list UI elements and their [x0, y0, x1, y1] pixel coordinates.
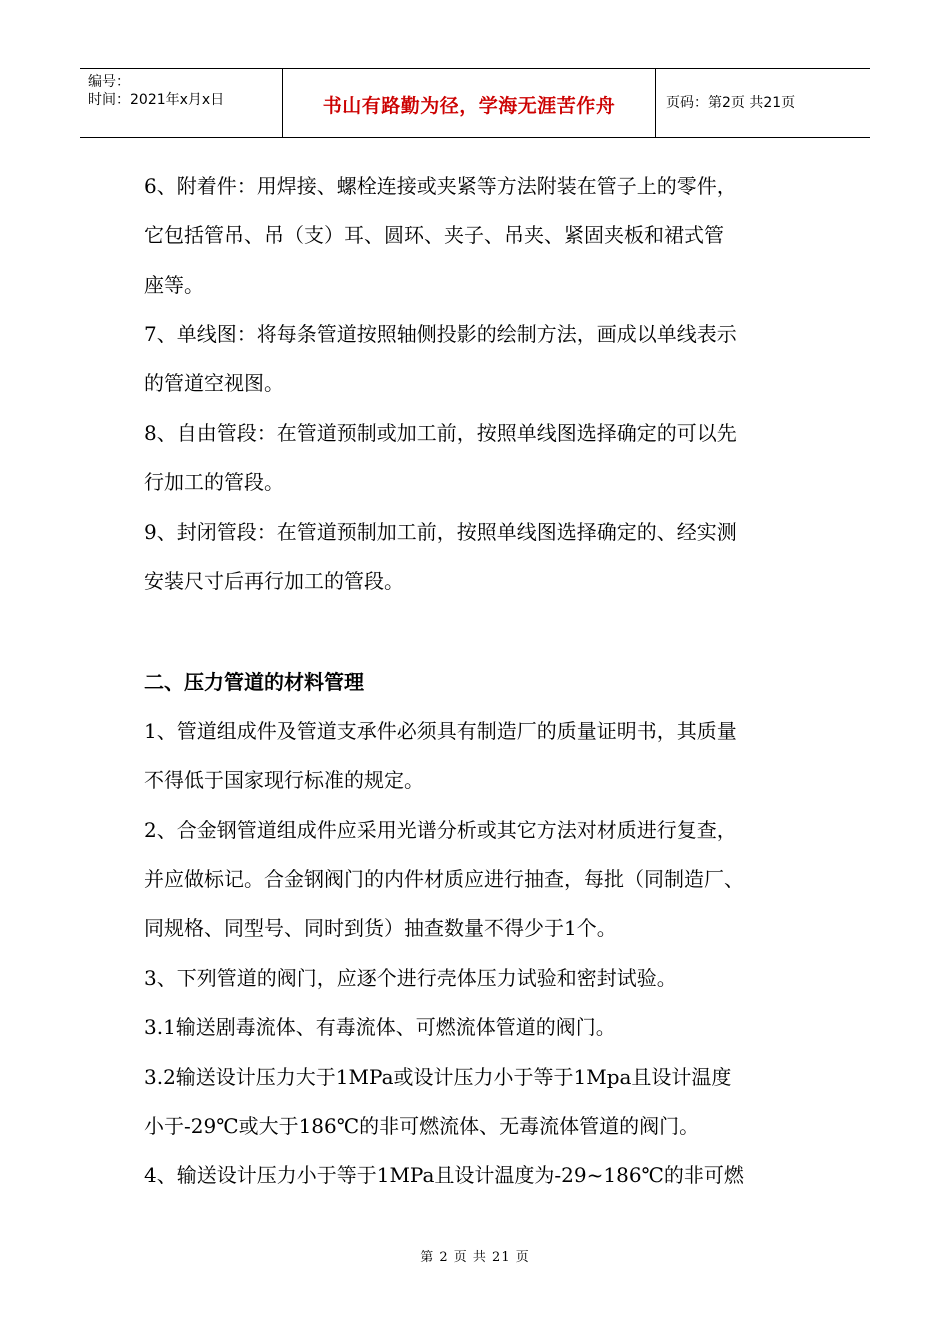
body-line: 3.1输送剧毒流体、有毒流体、可燃流体管道的阀门。 [144, 1015, 616, 1039]
document-header [80, 68, 870, 138]
body-line: 3.2输送设计压力大于1MPa或设计压力小于等于1Mpa且设计温度 [144, 1065, 732, 1089]
body-line: 不得低于国家现行标准的规定。 [144, 768, 424, 792]
body-line: 它包括管吊、吊（支）耳、圆环、夹子、吊夹、紧固夹板和裙式管 [144, 223, 724, 247]
motto-text: 书山有路勤为径，学海无涯苦作舟 [322, 95, 616, 117]
body-line: 安装尺寸后再行加工的管段。 [144, 569, 404, 593]
body-line: 小于-29℃或大于186℃的非可燃流体、无毒流体管道的阀门。 [144, 1114, 700, 1138]
body-line: 并应做标记。合金钢阀门的内件材质应进行抽查，每批（同制造厂、 [144, 867, 744, 891]
body-line: 4、输送设计压力小于等于1MPa且设计温度为-29~186℃的非可燃 [144, 1163, 744, 1187]
body-line: 9、封闭管段：在管道预制加工前，按照单线图选择确定的、经实测 [144, 520, 737, 544]
body-line: 座等。 [144, 273, 204, 297]
page-info: 页码：第2页 共21页 [666, 95, 796, 111]
time-label: 时间：2021年x月x日 [88, 92, 225, 108]
section-heading: 二、压力管道的材料管理 [144, 670, 364, 694]
header-page-cell [656, 69, 870, 137]
body-line: 3、下列管道的阀门，应逐个进行壳体压力试验和密封试验。 [144, 966, 677, 990]
page-footer: 第 2 页 共 21 页 [420, 1250, 530, 1265]
body-line: 6、附着件：用焊接、螺栓连接或夹紧等方法附装在管子上的零件， [144, 174, 737, 198]
body-line: 的管道空视图。 [144, 371, 284, 395]
number-label: 编号： [88, 74, 130, 90]
body-line: 2、合金钢管道组成件应采用光谱分析或其它方法对材质进行复查， [144, 818, 737, 842]
body-line: 7、单线图：将每条管道按照轴侧投影的绘制方法，画成以单线表示 [144, 322, 737, 346]
body-line: 行加工的管段。 [144, 470, 284, 494]
body-line: 8、自由管段：在管道预制或加工前，按照单线图选择确定的可以先 [144, 421, 737, 445]
header-meta-cell [80, 69, 283, 137]
body-line: 同规格、同型号、同时到货）抽查数量不得少于1个。 [144, 916, 617, 940]
body-line: 1、管道组成件及管道支承件必须具有制造厂的质量证明书，其质量 [144, 719, 737, 743]
header-motto-cell [283, 69, 656, 137]
